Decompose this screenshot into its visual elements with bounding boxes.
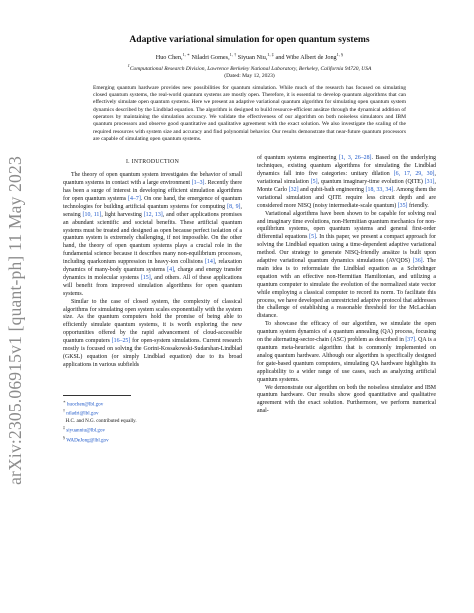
footnotes (63, 399, 242, 444)
text-run: To showcase the efficacy of our algorithm, we simulate the open quantum system dynamics of a quantum annealing (QA) process, focusing on the alternating-sector-chain (ASC) problem as described in (257, 321, 436, 344)
paragraph (257, 211, 436, 322)
citation-link[interactable]: [15] (140, 274, 151, 281)
footnote-mark: § (63, 434, 65, 440)
text-run: , charge and energy transfer dynamics in molecular systems (63, 267, 242, 281)
author-marks: 1, § (336, 52, 344, 57)
paragraph (257, 155, 436, 210)
author-name: Huo Chen, (155, 54, 183, 62)
text-run: of quantum systems engineering (257, 155, 339, 162)
citation-link[interactable]: [4–7] (128, 195, 141, 202)
arxiv-stamp-text: arXiv:2305.06915v1 [quant-ph] 11 May 2023 (4, 155, 25, 485)
citation-link[interactable]: [14] (205, 259, 215, 266)
citation-link[interactable]: [32] (288, 186, 299, 193)
footnote-text: H.C. and N.G. contributed equally. (65, 418, 137, 425)
author-name: and Wibe Albert de Jong (275, 54, 337, 62)
text-run: for open-system simulations. Current research mostly is focused on solving the Gorini-Kossakowski-Sudarshan-Lindblad (GKSL) equation (or simply Lindblad equation) due to its broad applications in various subfields (63, 338, 242, 368)
footnote-rule (63, 395, 131, 396)
author-marks: 1, ∗ (182, 52, 190, 57)
citation-link[interactable]: [5] (310, 178, 318, 185)
text-run: . Recently there has been a surge of interest in developing efficient simulation algorithms for open quantum systems (63, 180, 242, 202)
footnote (63, 435, 242, 445)
section-heading: I. INTRODUCTION (125, 159, 180, 166)
text-run: , Monte Carlo (257, 178, 436, 193)
text-run: . Based on the underlying techniques, existing quantum algorithms for simulating the Lindblad dynamics fall into five categories: unitary dilation (257, 155, 436, 178)
text-run: , sensing (63, 203, 243, 218)
affiliation (63, 63, 436, 72)
citation-link[interactable]: [1–3] (191, 180, 205, 187)
affiliation-mark: 1 (127, 63, 130, 69)
author-name: Siyuan Niu, (237, 54, 268, 62)
email-link[interactable]: WADeJong@lbl.gov (66, 437, 109, 444)
paragraph (63, 172, 242, 299)
footnote-mark: ∗ (63, 398, 66, 404)
text-run: We demonstrate our algorithm on both the noiseless simulator and IBM quantum hardware. Our results show good quantitative and qualitative agreement with the exact solution. Furthermore, we perform numerical anal- (257, 384, 436, 415)
affiliation-text: Computational Research Division, Lawrence Berkeley National Laboratory, Berkeley, California 94720, USA (129, 65, 372, 72)
text-run: Variational algorithms have been shown to be capable for solving real and imaginary time evolutions, non-Hermitian quantum mechanics for non-equilibrium systems, open quantum systems and general first-order differential equations (257, 210, 436, 241)
text-run: Similar to the case of closed system, the complexity of classical algorithms for simulating open system scales exponentially with the system size. As the quantum computers hold the promise of being able to efficiently simulate quantum systems, it is worth exploring the new opportunities offered by the rapid advancement of cloud-accessible quantum computers (63, 298, 242, 345)
citation-link[interactable]: [4] (167, 267, 175, 274)
footnote-mark: † (63, 408, 65, 414)
citation-link[interactable]: [6, 17, 29, 30] (393, 171, 435, 178)
citation-link[interactable]: [18, 33, 34] (365, 186, 394, 193)
text-run: The theory of open quantum system investigates the behavior of small quantum systems in contact with a large environment (63, 172, 242, 187)
paragraph (257, 321, 436, 384)
paragraph (63, 299, 242, 370)
text-run: . Among them the variational simulation and QITE require less circuit depth and are considered more NISQ (noisy intermediate-scale quantum) (257, 186, 436, 209)
text-run: , light harvesting (101, 211, 144, 218)
footnote (63, 418, 242, 425)
author-marks: 1, ‡ (267, 52, 274, 57)
citation-link[interactable]: [35] (397, 202, 408, 209)
footnote (63, 399, 242, 409)
citation-link[interactable]: [5] (309, 234, 317, 241)
citation-link[interactable]: [37] (405, 337, 416, 344)
paper-page (63, 34, 436, 444)
citation-link[interactable]: [8, 9] (227, 203, 241, 210)
text-run: , relaxation dynamics of many-body quantum systems (63, 259, 242, 274)
abstract: Emerging quantum hardware provides new possibilities for quantum simulation. While much of the research has focused on simulating closed quantum systems, the real-world quantum systems are mostly open. Therefore, it is essential to develop quantum algorithms that can effectively simulate open quantum systems. Here we present an adaptive variational quantum algorithm for simulating open quantum system dynamics described by the Lindblad equation. The algorithm is designed to build resource-efficient ansätze through the dynamical addition of operators by maintaining the simulation accuracy. We validate the effectiveness of our algorithm on both noiseless simulators and IBM quantum processors and observe good quantitative and qualitative agreement with the exact solution. We also investigate the scaling of the required resources with system size and accuracy and find polynomial behavior. Our results demonstrate that near-future quantum processors are capable of simulating open quantum systems. (93, 84, 406, 142)
text-run: , and others. All of these applications will benefit from improved simulation algorithms for open quantum systems. (63, 274, 242, 297)
right-column (257, 155, 436, 444)
text-run: , and other applications promises an abundant scientific and societal benefits. These artificial quantum systems must be treated and designed as open because perfect isolation of a quantum system is extremely challenging, if not impossible. On the other hand, the theory of open quantum systems plays a crucial role in the fundamental science because it describes many non-equilibrium processes, including quarkonium suppression in heavy-ion collisions (63, 211, 242, 266)
citation-link[interactable]: [12, 13] (143, 211, 163, 218)
text-run: . On one hand, the emergence of quantum technologies for building artificial quantum systems for computing (63, 195, 242, 210)
email-link[interactable]: huochen@lbl.gov (67, 401, 104, 408)
text-run: . QA is a quantum meta-heuristic algorithm that is commonly implemented on analog quantum hardware. Although our algorithm is specifically designed for gate-based quantum computers, simulating QA hardware highlights its applicability to a wider range of use cases, such as analyzing artificial quantum systems. (257, 337, 436, 383)
footnote-mark: ‡ (63, 424, 65, 430)
paper-date: (Dated: May 12, 2023) (224, 72, 275, 79)
author-name: Niladri Gomes, (191, 54, 230, 62)
footnote (63, 408, 242, 418)
author-list (63, 52, 436, 61)
citation-link[interactable]: [10, 11] (82, 211, 102, 218)
arxiv-stamp (2, 150, 28, 490)
body-columns (63, 155, 436, 444)
citation-link[interactable]: [1, 3, 26–28] (339, 155, 372, 162)
footnote (63, 425, 242, 435)
paragraph (257, 385, 436, 417)
email-link[interactable]: niladri@lbl.gov (66, 411, 99, 418)
email-link[interactable]: siyuanniu@lbl.gov (66, 427, 106, 434)
author-marks: 1, † (229, 52, 237, 57)
text-run: , variational simulation (257, 171, 436, 185)
text-run: friendly. (407, 202, 429, 209)
citation-link[interactable]: [31] (424, 178, 435, 185)
paper-title: Adaptive variational simulation for open quantum systems (129, 34, 370, 45)
text-run: . The main idea is to reformulate the Lindblad equation as a Schrödinger equation with an effective non-Hermitian Hamiltonian, and utilizing a quantum computer to simulate the evolution of the normalized state vector while employing a classical computer to record its norm. To facilitate this process, we have developed an unrestricted adaptive protocol that addresses the challenge of establishing a reasonable threshold for the McLachlan distance. (257, 258, 436, 320)
citation-link[interactable]: [16–25] (111, 338, 131, 345)
text-run: , quantum imaginary-time evolution (QITE) (317, 178, 425, 185)
citation-link[interactable]: [36] (412, 258, 423, 265)
text-run: . In this paper, we present a compact approach for solving the Lindblad equation using a time-dependent adaptive variational method. Our strategy to generate NISQ-friendly ansätze is built upon adaptive variational quantum dynamics simulations (AVQDS) (257, 234, 436, 265)
left-column (63, 155, 242, 444)
text-run: and qubit-bath engineering (298, 186, 366, 193)
